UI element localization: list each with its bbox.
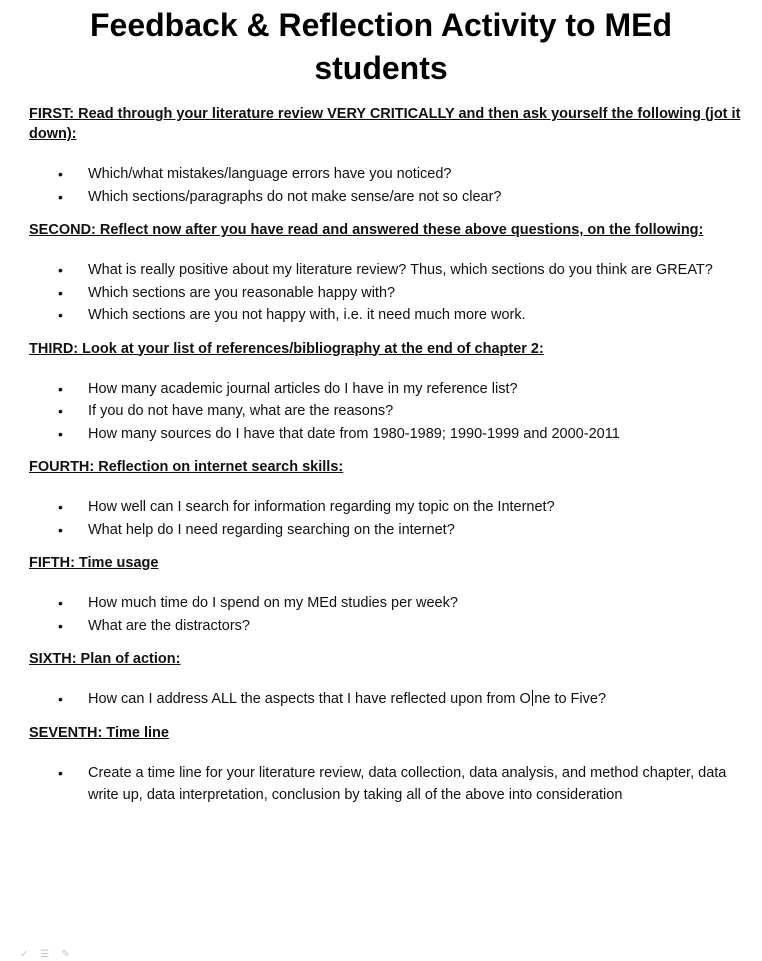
- list-item: • Which sections are you not happy with, i.e. it need much more work.: [29, 304, 754, 327]
- list-item: • If you do not have many, what are the reasons?: [29, 400, 754, 423]
- check-icon[interactable]: ✓: [20, 949, 29, 960]
- title-line-2: students: [314, 50, 448, 86]
- section-fourth: [29, 457, 754, 541]
- list-item: • Which/what mistakes/language errors have you noticed?: [29, 163, 754, 186]
- bullet-list: [29, 378, 754, 446]
- bullet-list: [29, 762, 754, 807]
- section-sixth: [29, 649, 754, 711]
- list-item: • How well can I search for information regarding my topic on the Internet?: [29, 496, 754, 519]
- section-heading: SECOND: Reflect now after you have read and answered these above questions, on the following:: [29, 222, 704, 238]
- section-first: [29, 104, 754, 208]
- section-heading: SIXTH: Plan of action:: [29, 651, 181, 667]
- list-item: • How much time do I spend on my MEd studies per week?: [29, 592, 754, 615]
- title-line-1: Feedback & Reflection Activity to MEd: [89, 7, 673, 43]
- bullet-list: [29, 592, 754, 637]
- section-second: [29, 220, 754, 327]
- list-item: • Which sections are you reasonable happy with?: [29, 282, 754, 305]
- section-heading: SEVENTH: Time line: [29, 724, 169, 741]
- section-heading: FOURTH: Reflection on internet search skills:: [29, 459, 344, 475]
- faint-toolbar: [20, 949, 70, 961]
- section-heading: FIFTH: Time usage: [29, 555, 159, 571]
- list-item: • What help do I need regarding searching on the internet?: [29, 519, 754, 542]
- list-item[interactable]: [29, 688, 754, 711]
- text-after-cursor: ne to Five?: [534, 691, 607, 707]
- list-item: • What are the distractors?: [29, 615, 754, 638]
- list-icon[interactable]: ☰: [40, 949, 50, 960]
- list-item: • What is really positive about my literature review? Thus, which sections do you think are GREAT?: [29, 259, 754, 282]
- bullet-list: [29, 163, 754, 208]
- section-third: [29, 339, 754, 446]
- section-heading: THIRD: Look at your list of references/bibliography at the end of chapter 2:: [29, 340, 544, 357]
- list-item: • How many academic journal articles do I have in my reference list?: [29, 378, 754, 401]
- bullet-list: [29, 496, 754, 541]
- bullet-list: [29, 259, 754, 327]
- list-item: • Which sections/paragraphs do not make sense/are not so clear?: [29, 186, 754, 209]
- bullet-list: [29, 688, 754, 711]
- section-fifth: [29, 553, 754, 637]
- section-seventh: [29, 723, 754, 807]
- note-icon[interactable]: ✎: [61, 949, 70, 960]
- document-body: [29, 104, 754, 819]
- text-before-cursor: How can I address ALL the aspects that I have reflected upon from O: [88, 691, 531, 707]
- section-heading: FIRST: Read through your literature review VERY CRITICALLY and then ask yourself the following (jot it down):: [29, 106, 741, 142]
- document-title: [0, 4, 762, 90]
- list-item: • Create a time line for your literature review, data collection, data analysis, and method chapter, data write up, data interpretation, conclusion by taking all of the above into consideration: [29, 762, 754, 807]
- list-item: • How many sources do I have that date from 1980-1989; 1990-1999 and 2000-2011: [29, 423, 754, 446]
